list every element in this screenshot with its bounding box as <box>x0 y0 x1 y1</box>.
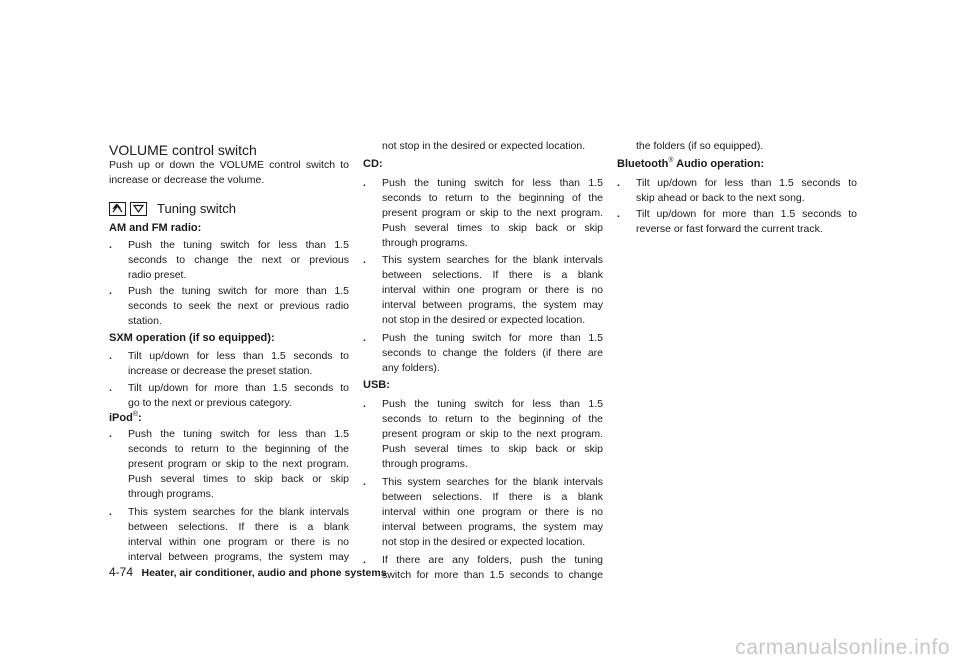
bullet-dot: . <box>109 285 112 297</box>
bullet-dot: . <box>109 382 112 394</box>
text-line: seconds to return to the beginning of the <box>382 192 603 204</box>
text-line: go to the next or previous category. <box>128 397 292 409</box>
bluetooth-heading <box>617 157 764 170</box>
page-footer <box>109 563 387 581</box>
bullet-dot: . <box>109 506 112 518</box>
text-line: Tilt up/down for less than 1.5 seconds to <box>128 350 349 362</box>
sxm-heading: SXM operation (if so equipped): <box>109 332 275 344</box>
continued-text <box>636 139 857 154</box>
text-line: Push the tuning switch for more than 1.5 <box>128 285 349 297</box>
text-line: present program or skip to the next program. <box>382 207 603 219</box>
text-line: increase or decrease the preset station. <box>128 365 313 377</box>
text-line: switch for more than 1.5 seconds to change <box>382 569 603 581</box>
text-line: seconds to seek the next or previous radio <box>128 300 349 312</box>
text-line: interval within one program or there is no <box>382 506 603 518</box>
text-line: Push the tuning switch for less than 1.5 <box>128 428 349 440</box>
text-line: seconds to return to the beginning of the <box>128 443 349 455</box>
chapter-title: Heater, air conditioner, audio and phone systems <box>141 567 387 579</box>
text-line: increase or decrease the volume. <box>109 174 265 186</box>
bullet-dot: . <box>109 428 112 440</box>
page-number: 4-74 <box>109 565 134 579</box>
text-line: between selections. If there is a blank <box>382 491 603 503</box>
text-line: This system searches for the blank intervals <box>128 506 349 518</box>
bullet-dot: . <box>363 254 366 266</box>
heading-suffix: : <box>138 412 142 424</box>
double-chevron-up-icon <box>109 202 126 216</box>
usb-heading: USB: <box>363 379 390 391</box>
tuning-switch-label: Tuning switch <box>157 201 236 216</box>
text-line: interval between programs, the system may <box>382 299 603 311</box>
cd-heading: CD: <box>363 158 383 170</box>
volume-description <box>109 158 349 188</box>
text-line: interval between programs, the system may <box>382 521 603 533</box>
volume-section-title: VOLUME control switch <box>109 142 257 158</box>
text-line: not stop in the desired or expected location. <box>382 536 586 548</box>
continued-text <box>382 139 603 154</box>
bluetooth-heading-text: Bluetooth <box>617 158 669 170</box>
registered-mark: ® <box>132 411 139 418</box>
text-line: Push the tuning switch for less than 1.5 <box>128 239 349 251</box>
text-line: Push up or down the VOLUME control switch to <box>109 159 349 171</box>
bullet-dot: . <box>617 177 620 189</box>
text-line: between selections. If there is a blank <box>128 521 349 533</box>
text-line: through programs. <box>382 237 468 249</box>
text-line: present program or skip to the next program. <box>128 458 349 470</box>
ipod-heading <box>109 411 142 424</box>
text-line: Tilt up/down for more than 1.5 seconds to <box>636 208 857 220</box>
text-line: through programs. <box>382 458 468 470</box>
bullet-dot: . <box>617 208 620 220</box>
bullet-dot: . <box>363 554 366 566</box>
text-line: interval between programs, the system may <box>128 551 349 563</box>
text-line: between selections. If there is a blank <box>382 269 603 281</box>
text-line: present program or skip to the next program. <box>382 428 603 440</box>
ipod-heading-text: iPod <box>109 412 133 424</box>
heading-suffix: Audio operation: <box>673 158 765 170</box>
text-line: Tilt up/down for more than 1.5 seconds to <box>128 382 349 394</box>
text-line: any folders). <box>382 362 440 374</box>
text-line: not stop in the desired or expected location. <box>382 314 586 326</box>
text-line: This system searches for the blank intervals <box>382 476 603 488</box>
watermark: carmanualsonline.info <box>735 636 950 659</box>
bullet-dot: . <box>363 332 366 344</box>
text-line: skip ahead or back to the next song. <box>636 192 805 204</box>
text-line: reverse or fast forward the current track. <box>636 223 823 235</box>
bullet-dot: . <box>109 239 112 251</box>
text-line: Push the tuning switch for more than 1.5 <box>382 332 603 344</box>
text-line: the folders (if so equipped). <box>636 140 764 152</box>
text-line: Push the tuning switch for less than 1.5 <box>382 398 603 410</box>
bullet-dot: . <box>109 350 112 362</box>
text-line: Push several times to skip back or skip <box>382 443 603 455</box>
bullet-dot: . <box>363 476 366 488</box>
text-line: seconds to change the next or previous <box>128 254 349 266</box>
text-line: Push several times to skip back or skip <box>128 473 349 485</box>
bullet-dot: . <box>363 177 366 189</box>
text-line: radio preset. <box>128 269 187 281</box>
text-line: interval within one program or there is no <box>128 536 349 548</box>
registered-mark: ® <box>668 157 674 164</box>
text-line: Tilt up/down for less than 1.5 seconds to <box>636 177 857 189</box>
text-line: Push the tuning switch for less than 1.5 <box>382 177 603 189</box>
text-line: Push several times to skip back or skip <box>382 222 603 234</box>
text-line: If there are any folders, push the tuning <box>382 554 603 566</box>
text-line: station. <box>128 315 162 327</box>
am-fm-heading: AM and FM radio: <box>109 222 202 234</box>
triangle-down-icon <box>130 202 147 216</box>
text-line: seconds to change the folders (if there are <box>382 347 603 359</box>
text-line: not stop in the desired or expected location. <box>382 140 586 152</box>
text-line: interval within one program or there is no <box>382 284 603 296</box>
text-line: seconds to return to the beginning of the <box>382 413 603 425</box>
tuning-switch-heading <box>109 201 236 216</box>
text-line: This system searches for the blank intervals <box>382 254 603 266</box>
text-line: through programs. <box>128 488 214 500</box>
bullet-dot: . <box>363 398 366 410</box>
